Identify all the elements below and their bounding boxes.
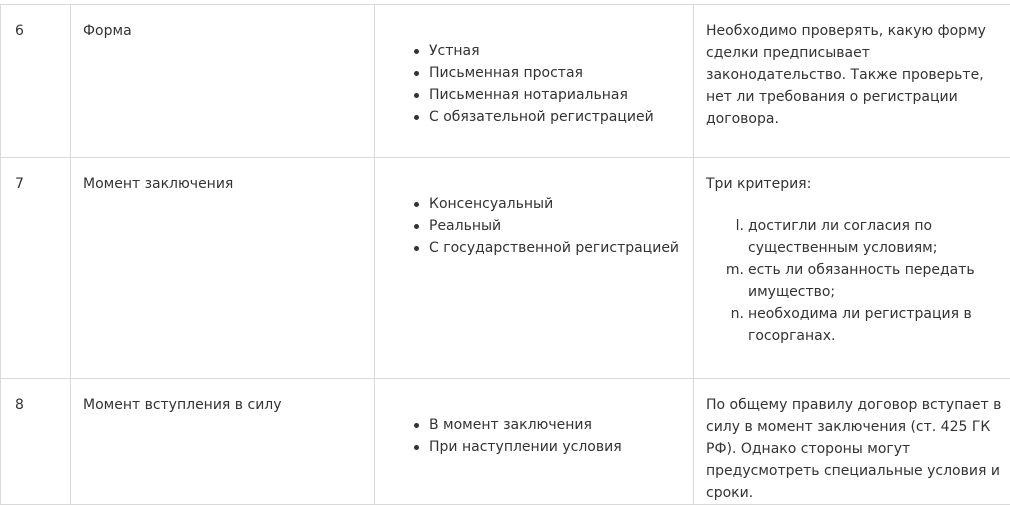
criteria-text: необходима ли регистрация в госорганах. [748, 306, 972, 344]
feature-types-cell [375, 158, 694, 379]
feature-name: Момент вступления в силу [71, 379, 375, 505]
criteria-text: есть ли обязанность передать имущество; [748, 262, 975, 300]
feature-types-list [387, 193, 681, 259]
feature-comment: Необходимо проверять, какую форму сделки предписывает законодательство. Также проверьте, нет ли требования о регистрации договора. [694, 5, 1010, 158]
row-number: 7 [1, 158, 71, 379]
table-row [1, 379, 1010, 505]
feature-name: Форма [71, 5, 375, 158]
list-item [748, 215, 1004, 259]
table-row [1, 158, 1010, 379]
list-item: При наступлении условия [429, 436, 681, 458]
feature-name: Момент заключения [71, 158, 375, 379]
row-number: 8 [1, 379, 71, 505]
list-item: Устная [429, 40, 681, 62]
list-item: Реальный [429, 215, 681, 237]
feature-types-cell [375, 5, 694, 158]
feature-types-cell [375, 379, 694, 505]
list-marker: l. [736, 215, 744, 237]
list-item: Письменная нотариальная [429, 84, 681, 106]
list-item [748, 259, 1004, 303]
list-item [748, 303, 1004, 347]
feature-comment: По общему правилу договор вступает в силу в момент заключения (ст. 425 ГК РФ). Однако стороны могут предусмотреть специальные условия и сроки. [694, 379, 1010, 505]
feature-types-list [387, 40, 681, 128]
table-row [1, 5, 1010, 158]
criteria-text: достигли ли согласия по существенным условиям; [748, 218, 937, 256]
contract-features-table [0, 4, 1010, 505]
list-item: В момент заключения [429, 414, 681, 436]
list-item: С государственной регистрацией [429, 237, 681, 259]
criteria-intro: Три критерия: [706, 173, 1004, 195]
list-item: С обязательной регистрацией [429, 106, 681, 128]
row-number: 6 [1, 5, 71, 158]
feature-types-list [387, 414, 681, 458]
feature-comment-cell [694, 158, 1010, 379]
list-item: Письменная простая [429, 62, 681, 84]
list-marker: m. [726, 259, 744, 281]
list-item: Консенсуальный [429, 193, 681, 215]
criteria-list [706, 215, 1004, 347]
list-marker: n. [731, 303, 744, 325]
